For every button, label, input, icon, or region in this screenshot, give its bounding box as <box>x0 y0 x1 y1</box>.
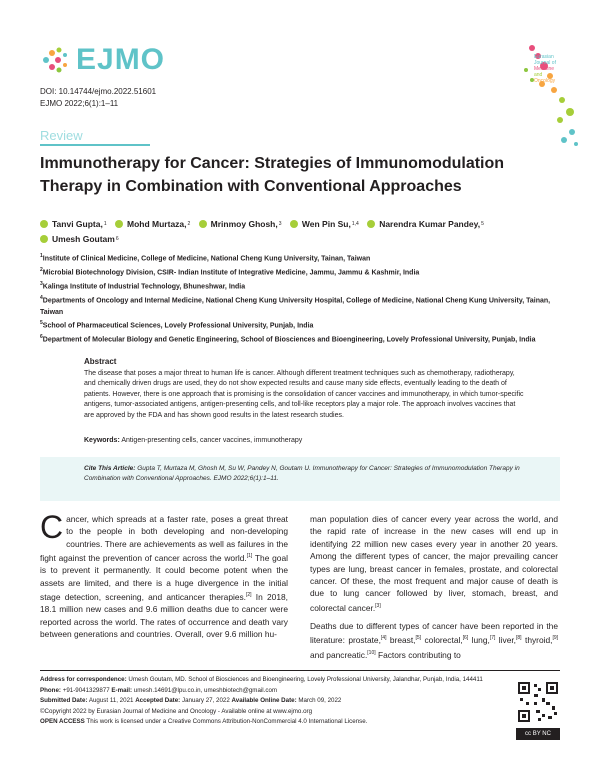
reference-link[interactable]: [8] <box>516 635 522 642</box>
keywords: Keywords: Antigen-presenting cells, cancer vaccines, immunotherapy <box>84 437 303 444</box>
footer-divider <box>40 670 560 671</box>
reference-link[interactable]: [4] <box>380 635 387 642</box>
affiliation-list <box>40 251 560 346</box>
logo-dots-icon <box>40 45 70 75</box>
reference-link[interactable]: [7] <box>489 635 496 642</box>
doi-block <box>40 86 156 110</box>
email-link[interactable]: umesh.14691@lpu.co.in, umeshbiotech@gmail.com <box>133 686 278 694</box>
open-access: OPEN ACCESS This work is licensed under a Creative Commons Attribution-NonCommercial 4.0 International License. <box>40 718 368 726</box>
article-title: Immunotherapy for Cancer: Strategies of Immunomodulation Therapy in Combination with Conventional Approaches <box>40 155 505 195</box>
author-list <box>40 217 560 247</box>
reference-link[interactable]: [6] <box>462 635 469 642</box>
body-column-left <box>40 509 288 647</box>
author[interactable]: Wen Pin Su, 1,4 <box>290 217 359 231</box>
affiliation: $^4$Departments of Oncology and Internal Medicine, National Cheng Kung University Hospital, College of Medicine, National Cheng Kung University, Tainan, Taiwan <box>40 294 551 316</box>
deco-text: Oncology <box>534 78 556 84</box>
affiliation: $^6$Department of Molecular Biology and Genetic Engineering, School of Biosciences and Bioengineering, Lovely Professional University, Punjab, India <box>40 334 536 344</box>
paragraph: Deaths due to different types of cancer have been reported in the literature: prostate,[4] breast,[5] colorectal,[6] lung,[7] liver,[8] thyroid,[9] and pancreatic.[10] Factors contributing to <box>310 621 559 660</box>
paragraph: Cancer, which spreads at a faster rate, poses a great threat to the people in both developing and non-developing countries. There are achievements as well as failures in the fight against the prevention of cancer across the world.[1] The goal is to prevent it permanently. It could become potent when the assets are limited, and there is a huge divergence in the initial stage detection, screening, and anticancer therapies.[2] In 2018, 18.1 million new cases and 9.6 million deaths due to cancer were reported across the world. The rates of occurrence and death vary between generations and countries. Overall, over 9.6 million hu- <box>40 509 288 640</box>
dropcap: C <box>40 509 64 545</box>
author[interactable]: Tanvi Gupta, 1 <box>40 217 107 231</box>
abstract-text: The disease that poses a major threat to human life is cancer. Although different treatment techniques such as chemotherapy, radiotherapy, and chemically driven drugs are used, they do not show expected results and cause many side effects, eventually leading to the death of patients. However, there is one approach that is promising is the consolidation of cancer vaccines and immunotherapy, in which tumor-specific antigens, tumor-associated antigens, antigen-presenting cells, and toll-like receptors play a major role. The approach involves vaccines that are approved by the FDA and has shown good results in the latest research studies. <box>84 370 524 419</box>
orcid-icon[interactable] <box>115 220 123 228</box>
orcid-icon[interactable] <box>40 220 48 228</box>
orcid-icon[interactable] <box>40 235 48 243</box>
decorative-dots-graphic <box>472 40 582 150</box>
reference-link[interactable]: [10] <box>367 649 376 656</box>
deco-text: Journal of <box>534 60 556 66</box>
author[interactable]: Narendra Kumar Pandey, 5 <box>367 217 484 231</box>
affiliation: $^1$Institute of Clinical Medicine, College of Medicine, National Cheng Kung University, Tainan, Taiwan <box>40 253 371 263</box>
affiliation: $^2$Microbial Biotechnology Division, CSIR- Indian Institute of Integrative Medicine, Jammu, Jammu & Kashmir, India <box>40 266 420 277</box>
footer-block <box>40 675 500 728</box>
orcid-icon[interactable] <box>367 220 375 228</box>
abstract-heading: Abstract <box>84 357 117 366</box>
reference-link[interactable]: [5] <box>415 635 422 642</box>
reference-link[interactable]: [3] <box>375 602 381 609</box>
reference-link[interactable]: [1] <box>246 553 253 560</box>
doi: DOI: 10.14744/ejmo.2022.51601 <box>40 87 157 96</box>
contact: Phone: +91-9041329877 E-mail: umesh.14691@lpu.co.in, umeshbiotech@gmail.com <box>40 686 278 694</box>
correspondence: Address for correspondence: Umesh Goutam, MD. School of Biosciences and Bioengineering, Lovely Professional University, Jalandhar, Punjab, India, 144411 <box>40 676 483 683</box>
citation-short: EJMO 2022;6(1):1–11 <box>40 99 119 108</box>
reference-link[interactable]: [2] <box>246 592 252 599</box>
affiliation: $^3$Kalinga Institute of Industrial Technology, Bhuneshwar, India <box>40 280 246 291</box>
cite-this-article: Cite This Article: Gupta T, Murtaza M, Ghosh M, Su W, Pandey N, Goutam U. Immunotherapy for Cancer: Strategies of Immunomodulation Therapy in Combination with Conventional Approaches. EJMO 2022;6(1):1–11. <box>84 465 520 482</box>
orcid-icon[interactable] <box>199 220 207 228</box>
qr-code-icon <box>516 680 560 724</box>
orcid-icon[interactable] <box>290 220 298 228</box>
journal-abbr: EJMO <box>76 43 166 76</box>
deco-text: Medicine <box>534 66 555 72</box>
reference-link[interactable]: [9] <box>552 635 559 642</box>
section-label: Review <box>40 128 83 143</box>
author[interactable]: Mrinmoy Ghosh, 3 <box>199 217 282 231</box>
dates: Submitted Date: August 11, 2021 Accepted Date: January 27, 2022 Available Online Date: March 09, 2022 <box>40 697 342 705</box>
deco-text: Eurasian <box>534 54 554 60</box>
copyright: ©Copyright 2022 by Eurasian Journal of Medicine and Oncology - Available online at www.ejmo.org <box>40 707 313 715</box>
journal-logo <box>40 40 200 80</box>
author[interactable]: Mohd Murtaza, 2 <box>115 217 190 231</box>
cc-license-badge[interactable]: cc BY NC <box>516 728 560 740</box>
paragraph: man population dies of cancer every year across the world, and the rapid rate of increase in the new cases will end up in identifying 22 million new cases every year in another 20 years. Among the different types of cancer, the major prevailing cancer types are lung, breast cancer in females, prostate, and colorectal cancer. Of these, the most frequent and major cause of death is due to lung cancer followed by liver, stomach, breast, and colorectal cancer.[3] <box>310 514 558 613</box>
section-divider <box>40 144 150 146</box>
affiliation: $^5$School of Pharmaceutical Sciences, Lovely Professional University, Punjab, India <box>40 320 314 330</box>
deco-text: and <box>534 72 543 78</box>
author[interactable]: Umesh Goutam 6 <box>40 232 119 246</box>
body-column-right <box>310 513 558 667</box>
